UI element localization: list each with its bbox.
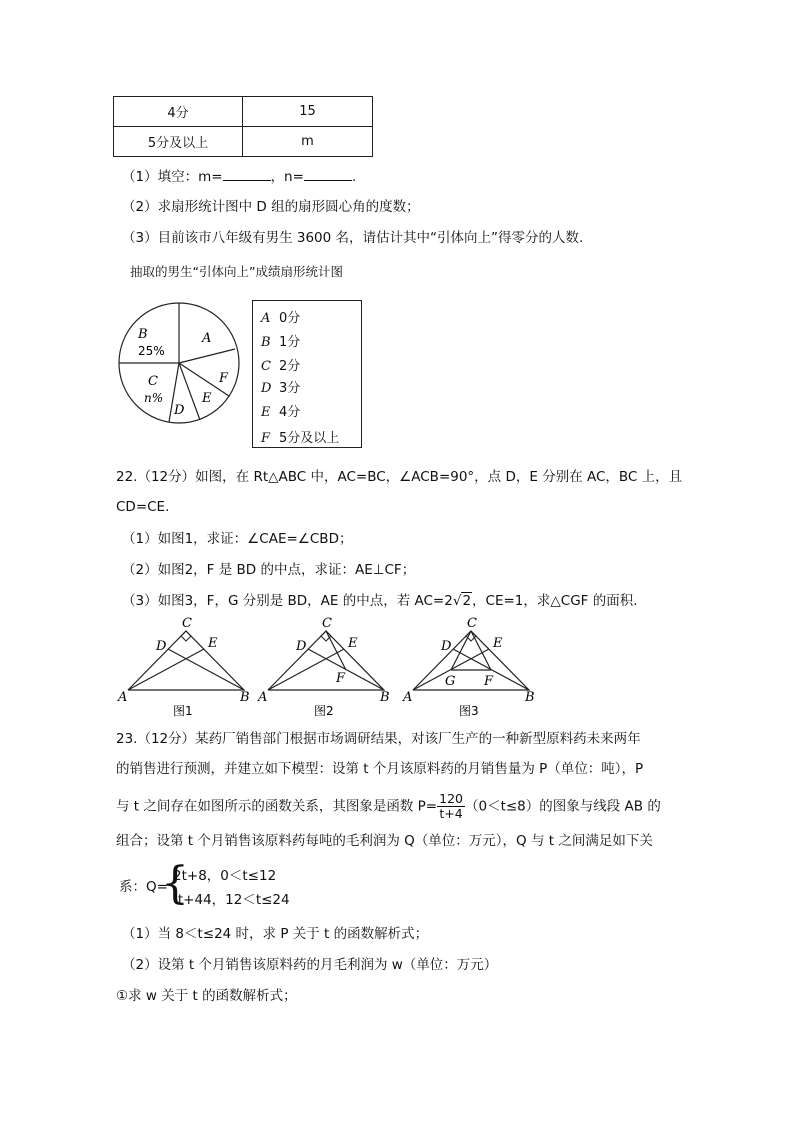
legend-item: [261, 355, 300, 374]
pie-label-E: E: [202, 391, 212, 406]
q22-part2: （2）如图2，F 是 BD 的中点，求证：AE⊥CF；: [122, 562, 416, 578]
piecewise-case-1: 2t+8，0＜t≤12: [173, 868, 277, 884]
fig1-label-D: D: [156, 639, 167, 654]
legend-item: [261, 427, 339, 446]
legend-key: E: [261, 405, 271, 420]
q23-line3-prefix: 与 t 之间存在如图所示的函数关系，其图象是函数 P=: [116, 798, 438, 815]
q22-part1: （1）如图1，求证：∠CAE=∠CBD；: [122, 531, 353, 547]
fig2-label-E: E: [348, 636, 358, 651]
fig1-caption: 图1: [173, 704, 193, 718]
legend-text: 1分: [279, 335, 301, 350]
fraction-numerator: 120: [439, 791, 463, 806]
fig1-label-C: C: [182, 616, 192, 631]
legend-item: [261, 377, 300, 396]
q21-part1-end: .: [351, 169, 357, 185]
figure-1: [117, 616, 250, 718]
pie-label-A: A: [202, 331, 212, 346]
fig1-segment-BD: [168, 649, 244, 690]
fig3-label-D: D: [441, 639, 452, 654]
pie-chart: [116, 300, 246, 430]
legend-text: 3分: [279, 381, 301, 396]
pie-pct-B: 25%: [138, 344, 165, 358]
q23-part2-1: ①求 w 关于 t 的函数解析式；: [116, 988, 297, 1004]
legend-item: [261, 331, 300, 350]
table-cell-count: 15: [243, 97, 373, 127]
fig3-label-F: F: [484, 674, 494, 689]
fig2-segment-AE: [268, 649, 344, 690]
piecewise-case-2: -t+44，12＜t≤24: [173, 892, 290, 908]
legend-text: 4分: [279, 405, 301, 420]
fig3-right-angle-mark: [466, 631, 476, 641]
legend-item: [261, 307, 300, 326]
legend-text: 0分: [279, 311, 301, 326]
q22-stem-line2: CD=CE.: [116, 499, 170, 515]
sqrt-radicand: 2: [462, 593, 472, 609]
fig2-label-B: B: [380, 690, 390, 705]
fig3-label-C: C: [467, 616, 477, 631]
q22-figures: [116, 615, 536, 720]
q23-line3-suffix: （0＜t≤8）的图象与线段 AB 的: [464, 798, 661, 815]
fig3-label-A: A: [403, 690, 413, 705]
legend-key: A: [261, 311, 271, 326]
pie-chart-title: 抽取的男生“引体向上”成绩扇形统计图: [130, 264, 343, 279]
fraction-denominator: t+4: [439, 806, 463, 821]
pie-label-F: F: [219, 371, 229, 386]
q23-line1: 23.（12分）某药厂销售部门根据市场调研结果，对该厂生产的一种新型原料药未来两年: [116, 731, 641, 747]
fig3-label-B: B: [525, 690, 535, 705]
legend-text: 2分: [279, 359, 301, 374]
q22-part3: [122, 591, 638, 611]
legend-item: [261, 401, 300, 420]
fig2-label-D: D: [296, 639, 307, 654]
legend-text: 5分及以上: [279, 431, 340, 446]
table-cell-group: 5分及以上: [114, 127, 243, 157]
pie-pct-C: n%: [144, 391, 164, 405]
fig2-label-F: F: [336, 671, 346, 686]
q22-stem-line1: 22.（12分）如图，在 Rt△ABC 中，AC=BC，∠ACB=90°，点 D，E 分别在 AC，BC 上，且: [116, 469, 683, 485]
fig3-caption: 图3: [459, 704, 479, 718]
pie-label-D: D: [174, 403, 185, 418]
fig2-label-C: C: [322, 616, 332, 631]
q21-part3: （3）目前该市八年级有男生 3600 名，请估计其中“引体向上”得零分的人数.: [122, 230, 584, 246]
figure-3: [402, 616, 535, 718]
q22-part3-prefix: （3）如图3，F，G 分别是 BD，AE 的中点，若 AC=2: [122, 593, 453, 609]
legend-key: B: [261, 335, 271, 350]
figure-2: [257, 616, 390, 718]
fig1-segment-AE: [128, 649, 204, 690]
fig1-label-B: B: [240, 690, 250, 705]
pie-label-C: C: [148, 374, 158, 389]
fig2-caption: 图2: [314, 704, 334, 718]
left-brace: {: [161, 858, 189, 909]
fraction: [437, 792, 465, 821]
q21-part1: [122, 166, 356, 187]
legend-key: C: [261, 359, 271, 374]
answer-blank-m: [223, 166, 271, 181]
q23-line4: 组合；设第 t 个月销售该原料药每吨的毛利润为 Q（单位：万元），Q 与 t 之间满足如下关: [116, 833, 653, 849]
pie-legend: [252, 300, 362, 448]
q23-line3: [116, 792, 676, 821]
score-table: [113, 96, 373, 157]
fig1-right-angle-mark: [181, 631, 191, 641]
legend-key: F: [261, 431, 271, 446]
q23-line2: 的销售进行预测，并建立如下模型：设第 t 个月该原料药的月销售量为 P（单位：吨），P: [116, 761, 644, 777]
table-row: [114, 97, 373, 127]
table-cell-group: 4分: [114, 97, 243, 127]
fig3-label-E: E: [493, 636, 503, 651]
q22-part3-suffix: ，CE=1，求△CGF 的面积.: [472, 593, 638, 609]
pie-label-B: B: [138, 327, 148, 342]
q23-line5-prefix: 系：Q=: [119, 879, 168, 895]
q21-part2: （2）求扇形统计图中 D 组的扇形圆心角的度数；: [122, 199, 420, 215]
table-cell-count: m: [243, 127, 373, 157]
fig2-label-A: A: [258, 690, 268, 705]
fig1-label-A: A: [118, 690, 128, 705]
fig3-label-G: G: [445, 674, 456, 689]
q23-part1: （1）当 8＜t≤24 时，求 P 关于 t 的函数解析式；: [122, 926, 429, 942]
q21-part1-mid: ，n=: [270, 169, 304, 185]
sqrt-symbol: √2: [452, 593, 472, 609]
fig2-right-angle-mark: [321, 631, 331, 641]
legend-key: D: [261, 381, 272, 396]
q21-part1-prefix: （1）填空：m=: [122, 169, 223, 185]
answer-blank-n: [304, 166, 352, 181]
q23-part2: （2）设第 t 个月销售该原料药的月毛利润为 w（单位：万元）: [122, 957, 498, 973]
fig1-label-E: E: [208, 636, 218, 651]
table-row: [114, 127, 373, 157]
